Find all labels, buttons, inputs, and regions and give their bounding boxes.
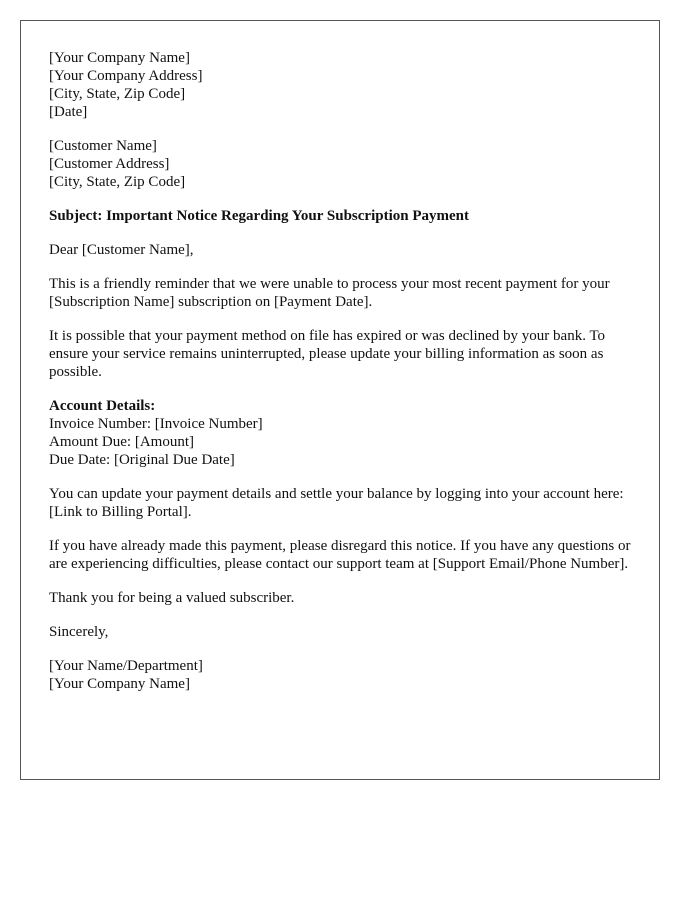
account-details-heading: Account Details:: [49, 398, 156, 414]
closing: Sincerely,: [49, 624, 109, 640]
thanks-paragraph: Thank you for being a valued subscriber.: [49, 590, 295, 606]
recipient-name: [Customer Name]: [49, 138, 157, 154]
update-details-paragraph: You can update your payment details and settle your balance by logging into your account here: [Link to Billing Portal].: [49, 486, 624, 520]
signoff-name-department: [Your Name/Department]: [49, 658, 203, 674]
invoice-number: Invoice Number: [Invoice Number]: [49, 416, 263, 432]
reminder-paragraph: This is a friendly reminder that we were unable to process your most recent payment for your [Subscription Name] subscription on [Payment Date].: [49, 276, 610, 310]
letter-document: [20, 20, 660, 780]
subject-line: Subject: Important Notice Regarding Your Subscription Payment: [49, 208, 469, 224]
account-details-block: [49, 397, 631, 469]
signoff-company-name: [Your Company Name]: [49, 676, 190, 692]
sender-company-address: [Your Company Address]: [49, 68, 203, 84]
due-date: Due Date: [Original Due Date]: [49, 452, 235, 468]
already-paid-paragraph: If you have already made this payment, please disregard this notice. If you have any questions or are experiencing difficulties, please contact our support team at [Support Email/Phone Number].: [49, 538, 631, 572]
sender-block: [49, 49, 631, 121]
possible-reason-paragraph: It is possible that your payment method on file has expired or was declined by your bank. To ensure your service remains uninterrupted, please update your billing information as soon as possible.: [49, 328, 606, 380]
recipient-city-state-zip: [City, State, Zip Code]: [49, 174, 186, 190]
amount-due: Amount Due: [Amount]: [49, 434, 194, 450]
recipient-address: [Customer Address]: [49, 156, 170, 172]
sender-company-name: [Your Company Name]: [49, 50, 190, 66]
letter-date: [Date]: [49, 104, 88, 120]
salutation: Dear [Customer Name],: [49, 242, 194, 258]
signature-block: [49, 657, 631, 693]
sender-city-state-zip: [City, State, Zip Code]: [49, 86, 186, 102]
recipient-block: [49, 137, 631, 191]
